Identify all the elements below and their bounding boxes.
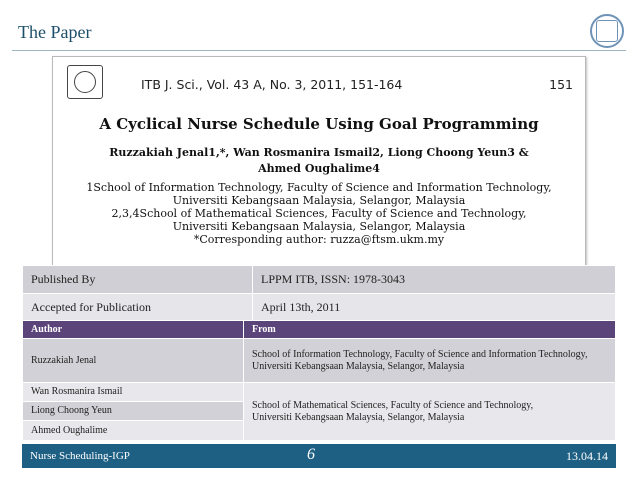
affiliation-line: School of Information Technology, Faculty of Science and Information Technology, — [252, 348, 588, 360]
slide-number: 6 — [307, 446, 315, 463]
paper-affiliations — [53, 181, 585, 246]
authors-table — [22, 320, 616, 441]
table-row — [23, 383, 616, 402]
accepted-value: April 13th, 2011 — [253, 294, 616, 322]
authors-table-header — [23, 321, 616, 339]
author-name: Ruzzakiah Jenal — [23, 339, 244, 383]
affiliation-1-line-1: 1School of Information Technology, Faculty of Science and Information Technology, — [86, 181, 552, 194]
author-name: Liong Choong Yeun — [23, 402, 244, 421]
journal-crest-icon — [67, 65, 103, 99]
shared-affiliation — [244, 383, 616, 441]
publication-info-table — [22, 265, 616, 322]
corresponding-author: *Corresponding author: ruzza@ftsm.ukm.my — [193, 233, 445, 246]
university-logo-icon — [590, 14, 624, 48]
slide-title: The Paper — [18, 22, 92, 42]
authors-line-2: Ahmed Oughalime4 — [258, 162, 380, 175]
author-affiliation — [244, 339, 616, 383]
authors-line-1: Ruzzakiah Jenal1,*, Wan Rosmanira Ismail2, Liong Choong Yeun3 & — [109, 146, 529, 159]
footer-title: Nurse Scheduling-IGP — [30, 450, 130, 462]
title-divider — [12, 50, 626, 51]
affiliation-2-line-1: 2,3,4School of Mathematical Sciences, Faculty of Science and Technology, — [111, 207, 527, 220]
affiliation-line: School of Mathematical Sciences, Faculty of Science and Technology, — [252, 399, 534, 411]
paper-title: A Cyclical Nurse Schedule Using Goal Programming — [99, 115, 539, 133]
affiliation-2-line-2: Universiti Kebangsaan Malaysia, Selangor, Malaysia — [172, 220, 466, 233]
affiliation-1-line-2: Universiti Kebangsaan Malaysia, Selangor, Malaysia — [172, 194, 466, 207]
accepted-row — [23, 294, 616, 322]
paper-header-image — [52, 56, 586, 268]
table-row — [23, 339, 616, 383]
header-author: Author — [23, 321, 244, 339]
header-from: From — [244, 321, 616, 339]
published-value: LPPM ITB, ISSN: 1978-3043 — [253, 266, 616, 294]
author-name: Ahmed Oughalime — [23, 421, 244, 441]
published-label: Published By — [23, 266, 253, 294]
published-row — [23, 266, 616, 294]
paper-authors — [53, 145, 585, 177]
paper-page-number: 151 — [549, 77, 573, 92]
footer-date: 13.04.14 — [566, 449, 608, 463]
journal-citation: ITB J. Sci., Vol. 43 A, No. 3, 2011, 151-164 — [141, 77, 403, 92]
slide-footer — [22, 444, 616, 468]
author-name: Wan Rosmanira Ismail — [23, 383, 244, 402]
affiliation-line: Universiti Kebangsaan Malaysia, Selangor, Malaysia — [252, 360, 465, 372]
affiliation-line: Universiti Kebangsaan Malaysia, Selangor, Malaysia — [252, 411, 465, 423]
accepted-label: Accepted for Publication — [23, 294, 253, 322]
